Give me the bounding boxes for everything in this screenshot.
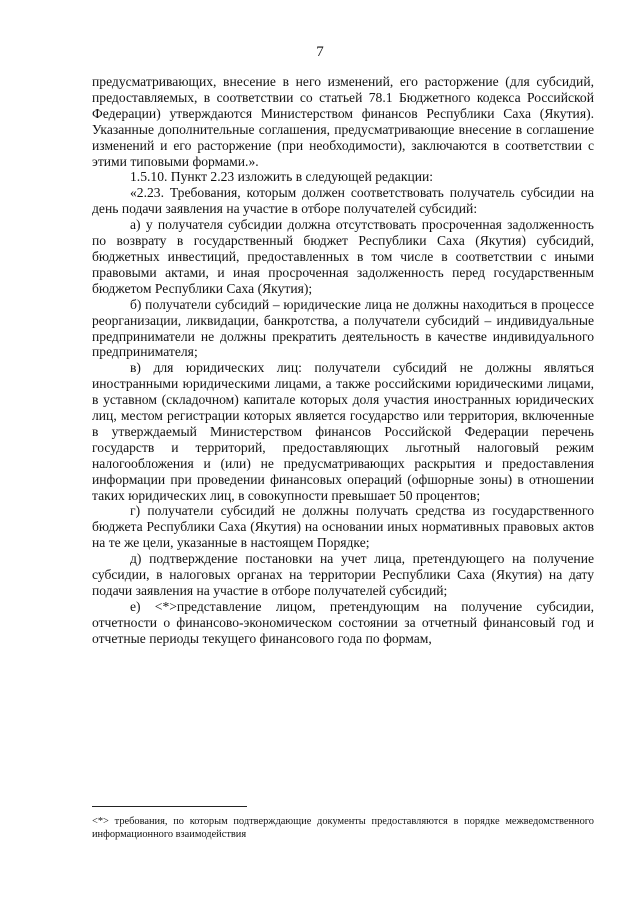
paragraph-item-2-23: «2.23. Требования, которым должен соответствовать получатель субсидии на день подачи заявления на участие в отборе получателей субсидий: bbox=[92, 185, 594, 217]
page-number: 7 bbox=[316, 44, 324, 60]
paragraph-subitem-a: а) у получателя субсидии должна отсутствовать просроченная задолженность по возврату в государственный бюджет Республики Саха (Якутия) субсидий, бюджетных инвестиций, предоставленных в том числе в соответствии с иными правовыми актами, и иная просроченная задолженность перед государственным бюджетом Республики Саха (Якутия); bbox=[92, 217, 594, 296]
paragraph-subitem-v: в) для юридических лиц: получатели субсидий не должны являться иностранными юридическими лицами, а также российскими юридическими лицами, в уставном (складочном) капитале которых доля участия иностранных юридических лиц, местом регистрации которых является государство или территория, включенные в утверждаемый Министерством финансов Российской Федерации перечень государств и территорий, предоставляющих льготный налоговый режим налогообложения и (или) не предусматривающих раскрытия и предоставления информации при проведении финансовых операций (офшорные зоны) в отношении таких юридических лиц, в совокупности превышает 50 процентов; bbox=[92, 360, 594, 503]
paragraph-subitem-e: е) <*>представление лицом, претендующим на получение субсидии, отчетности о финансово-экономическом состоянии за отчетный финансовый год и отчетные периоды текущего финансового года по формам, bbox=[92, 598, 594, 646]
paragraph-subitem-g: г) получатели субсидий не должны получать средства из государственного бюджета Республики Саха (Якутия) на основании иных нормативных правовых актов на те же цели, указанные в настоящем Порядке; bbox=[92, 503, 594, 551]
footnote-separator bbox=[92, 806, 247, 807]
document-body bbox=[92, 74, 594, 647]
paragraph-item-1-5-10: 1.5.10. Пункт 2.23 изложить в следующей редакции: bbox=[130, 169, 434, 185]
paragraph-subitem-b: б) получатели субсидий – юридические лица не должны находиться в процессе реорганизации, ликвидации, банкротства, а получатели субсидий – индивидуальные предприниматели не должны прекратить деятельность в качестве индивидуального предпринимателя; bbox=[92, 296, 594, 360]
paragraph-subitem-d: д) подтверждение постановки на учет лица, претендующего на получение субсидии, в налоговых органах на территории Республики Саха (Якутия) на дату подачи заявления на участие в отборе получателей субсидий; bbox=[92, 551, 594, 598]
footnote: <*> требования, по которым подтверждающие документы предоставляются в порядке межведомственного информационного взаимодействия bbox=[92, 816, 594, 840]
paragraph-continuation: предусматривающих, внесение в него изменений, его расторжение (для субсидий, предоставляемых, в соответствии со статьей 78.1 Бюджетного кодекса Российской Федерации) утверждаются Министерством финансов Республики Саха (Якутия). Указанные дополнительные соглашения, предусматривающие внесение в соглашение изменений и его расторжение (при необходимости), заключаются в соответствии с этими типовыми формами.». bbox=[92, 74, 594, 169]
